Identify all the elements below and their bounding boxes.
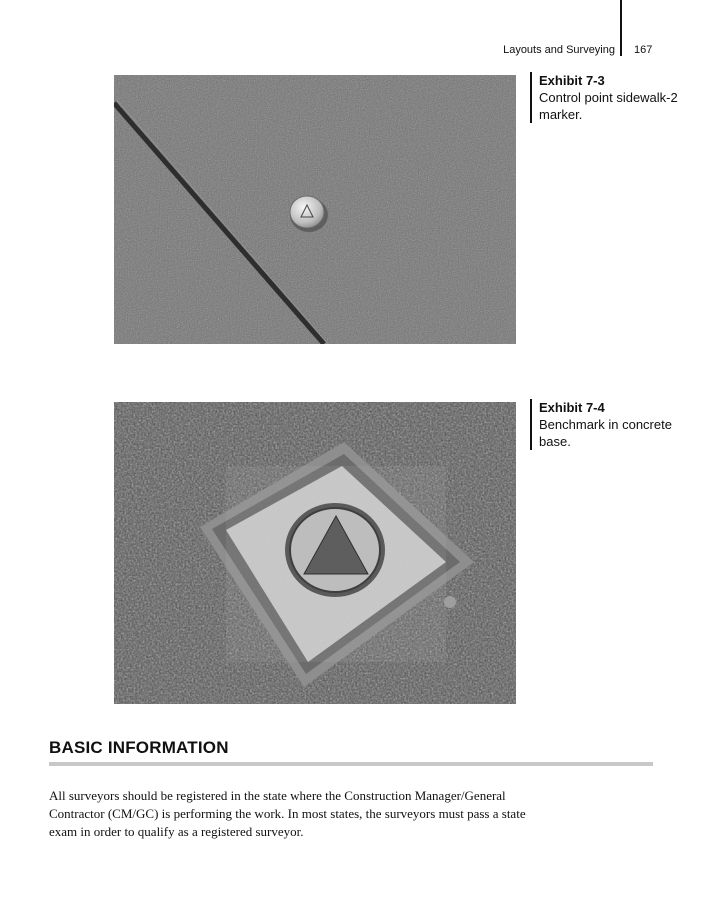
- exhibit-label: Exhibit 7-4: [539, 400, 605, 415]
- exhibit-caption-text: Control point sidewalk-2 marker.: [539, 90, 678, 122]
- control-point-photo: [114, 75, 516, 344]
- exhibit-caption-text: Benchmark in concrete base.: [539, 417, 672, 449]
- body-paragraph: All surveyors should be registered in the state where the Construction Manager/General Contractor (CM/GC) is performing the work. In most states, the surveyors must pass a state exam in order to qualify as a registered surveyor.: [49, 788, 526, 839]
- running-head: Layouts and Surveying: [503, 44, 615, 56]
- section-divider: [49, 762, 653, 766]
- header-vertical-rule: [620, 0, 622, 56]
- page-number: 167: [634, 44, 653, 56]
- exhibit-7-3-caption: [530, 72, 679, 123]
- exhibit-7-4-caption: [530, 399, 679, 450]
- exhibit-label: Exhibit 7-3: [539, 73, 605, 88]
- benchmark-photo: [114, 402, 516, 704]
- section-heading: BASIC INFORMATION: [49, 738, 229, 757]
